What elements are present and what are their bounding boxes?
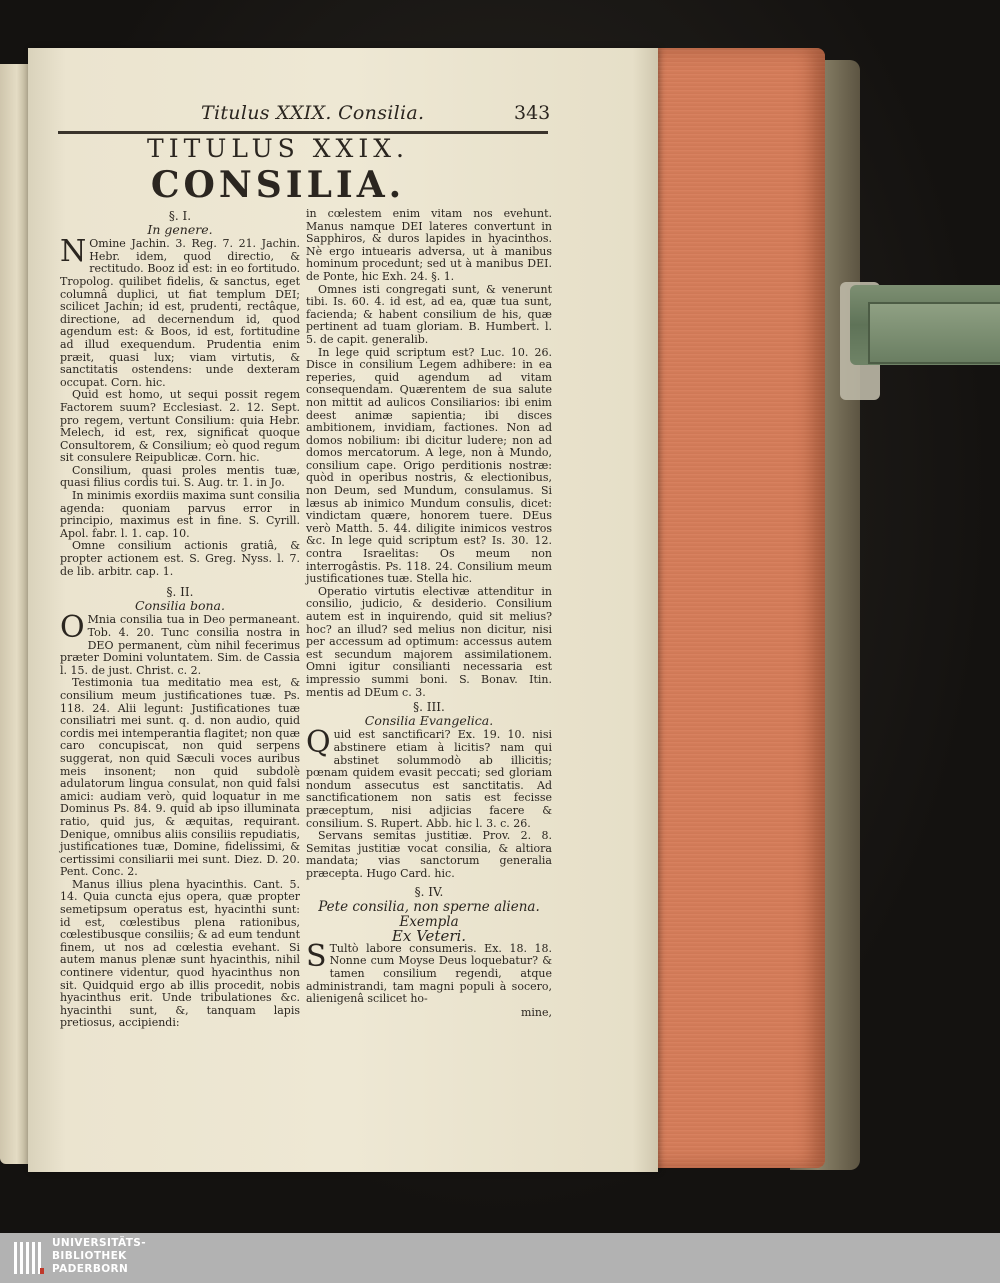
facing-page-edge — [0, 64, 28, 1164]
paragraph: Operatio virtutis electivæ attenditur in consilio, judicio, & desiderio. Consilium autem est in inquirendo, quid sit melius? hoc? an illud? sed melius non dicitur, nisi per accessum ad optimum: accessus autem est secundum majorem assimilationem. Omni igitur consilianti necessaria est impressio summi boni. S. Bonav. Itin. mentis ad DEum c. 3. — [306, 584, 552, 699]
section-subtitle: Pete consilia, non sperne aliena. — [318, 899, 540, 916]
paragraph: Servans semitas justitiæ. Prov. 2. 8. Semitas justitiæ vocat consilia, & altiora mandata; vias sanctorum generalia præcepta. Hugo Card. hic. — [306, 829, 552, 880]
page-number: 343 — [514, 102, 551, 124]
library-name — [52, 1237, 146, 1276]
paragraph-text: Omine Jachin. 3. Reg. 7. 21. Jachin. Hebr. idem, quod directio, & rectitudo. Booz id est: in eo fortitudo. Tropolog. quilibet fidelis, & sanctus, eget columnâ duplici, ut fiat templum DEI; scilicet Jachin; id est, prudenti, rectâque, directione, ad decernendum id, quod agendum est: & Boos, id est, fortitudine ad illud exequendum. Prudentia enim præit, quasi lux; viam virtutis, & sanctitatis ostendens: unde dexteram occupat. Corn. hic. — [60, 237, 300, 389]
drop-cap: S — [306, 938, 327, 974]
paragraph — [60, 610, 300, 677]
book-page — [28, 48, 658, 1172]
paragraph: Manus illius plena hyacinthis. Cant. 5. 14. Quia cuncta ejus opera, quæ propter semetipsum operatus est, hyacinthi sunt: id est, cœlestibus plena rationibus, cœlestibusque consiliis; & ad eum tendunt finem, ut nos ad cœlestia evehant. Si autem manus plenæ sunt hyacinthis, nihil continere videntur, quod hyacinthus non sit. Quidquid ergo ab illis procedit, nobis hyacinthus erit. Unde tribulationes &c. hyacinthi sunt, &, tanquam lapis pretiosus, accipiendi: — [60, 877, 300, 1030]
drop-cap: O — [60, 610, 85, 646]
library-logo-icon — [14, 1238, 44, 1278]
paragraph: In lege quid scriptum est? Luc. 10. 26. Disce in consilium Legem adhibere: in ea reperies, quid agendum ad vitam consequendam. Quærentem de sua salute non mittit ad aulicos Consiliarios: ibi enim deest animæ sapientia; ibi disces ambitionem, invidiam, factiones. Non ad domos nobilium: ibi dicitur ludere; non ad domos mercatorum. A lege, non à Mundo, consilium cape. Origo perditionis nostræ: quòd in operibus nostris, & electionibus, non Deum, sed Mundum, consulamus. Si læsus ab inimico Mundum consulis, dicet: vindictam quære, honorem tuere. DEus verò Matth. 5. 44. diligite inimicos vestros &c. In lege quid scriptum est? Is. 30. 12. contra Israelitas: Os meum non interrogâstis. Ps. 118. 24. Consilium meum justificationes tuæ. Stella hic. — [306, 345, 552, 586]
library-name-line: PADERBORN — [52, 1263, 129, 1275]
paragraph: Testimonia tua meditatio mea est, & consilium meum justificationes tuæ. Ps. 118. 24. Alii legunt: Justificationes tuæ consiliatri mei sunt. q. d. non audio, quid cordis mei intemperantia flagitet; non quæ caro concupiscat, non quid serpens suggerat, non quid Sæculi voces auribus meis insonent; non quid subdolè adulatorum lingua consulat, non quid falsi amici: audiam verò, quid loquatur in me Dominus Ps. 84. 9. quid ab ipso illuminata ratio, quid jus, & æquitas, requirant. Denique, omnibus aliis consiliis repudiatis, justificationes tuæ, Domine, fidelissimi, & certissimi consiliarii mei sunt. Diez. D. 20. Pent. Conc. 2. — [60, 676, 300, 879]
page-fore-edge — [655, 48, 825, 1168]
paragraph: In minimis exordiis maxima sunt consilia agenda: quoniam parvus error in principio, maximus est in fine. S. Cyrill. Apol. fabr. l. 1. cap. 10. — [60, 489, 300, 540]
chapter-heading: CONSILIA. — [150, 164, 406, 206]
library-footer — [0, 1233, 1000, 1283]
paragraph-text: Mnia consilia tua in Deo permaneant. Tob. 4. 20. Tunc consilia nostra in DEO permanent, cùm nihil fecerimus præter Domini voluntatem. Sim. de Cassia l. 15. de just. Christ. c. 2. — [60, 613, 300, 677]
drop-cap: Q — [306, 725, 331, 761]
drop-cap: N — [60, 234, 87, 270]
paragraph-text: uid est sanctificari? Ex. 19. 10. nisi abstinere etiam à licitis? nam qui abstinet solummodò ab illicitis; pœnam quidem evasit peccati; sed gloriam nondum assecutus est sanctitatis. Ad sanctificationem non satis est fecisse præceptum, nisi adjicias facere & consilium. S. Rupert. Abb. hic l. 3. c. 26. — [306, 728, 552, 830]
catchword: mine, — [520, 1005, 552, 1019]
paragraph — [306, 725, 552, 830]
section-subtitle: Exempla — [399, 913, 459, 930]
left-text-column — [60, 208, 300, 1030]
paragraph — [60, 234, 300, 389]
paragraph: in cœlestem enim vitam nos evehunt. Manus namque DEI lateres convertunt in Sapphiros, & duros lapides in hyacinthos. Nè ergo intuearis adversa, ut à manibus hominum procedunt; sed ut à manibus DEI. de Ponte, hic Exh. 24. §. 1. — [306, 207, 552, 283]
paragraph: Omnes isti congregati sunt, & venerunt tibi. Is. 60. 4. id est, ad ea, quæ tua sunt, facienda; & habent consilium de his, quæ pertinent ad tuam gloriam. B. Humbert. l. 5. de capit. generalib. — [306, 282, 552, 346]
chapter-title: TITULUS XXIX. — [147, 134, 409, 163]
section-subtitle: In genere. — [147, 221, 213, 237]
section-heading: §. I. — [168, 209, 192, 223]
running-head: Titulus XXIX. Consilia. — [201, 102, 425, 124]
section-subtitle: Ex Veteri. — [391, 927, 467, 946]
right-text-column — [306, 208, 552, 1019]
paragraph-text: Tultò labore consumeris. Ex. 18. 18. Nonne cum Moyse Deus loquebatur? & tamen consilium regendi, atque administrandi, tam magni populi à socero, alienigenâ scilicet ho- — [306, 941, 552, 1006]
section-heading: §. III. — [413, 700, 445, 715]
paragraph: Omne consilium actionis gratiâ, & propter actionem est. S. Greg. Nyss. l. 7. de lib. arbitr. cap. 1. — [60, 539, 300, 578]
paragraph — [306, 938, 552, 1006]
section-heading: §. II. — [166, 585, 194, 600]
library-name-line: BIBLIOTHEK — [52, 1250, 127, 1262]
section-subtitle: Consilia Evangelica. — [364, 712, 494, 728]
library-name-line: UNIVERSITÄTS- — [52, 1237, 147, 1249]
section-subtitle: Consilia bona. — [135, 597, 225, 613]
clasp-plate — [868, 302, 1000, 364]
paragraph: Quid est homo, ut sequi possit regem Factorem suum? Ecclesiast. 2. 12. Sept. pro regem, vertunt Consilium: quia Hebr. Melech, id est, rex, significat quoque Consultorem, & Consilium; eò quod regum sit consulere Reipublicæ. Corn. hic. — [60, 388, 300, 465]
paragraph: Consilium, quasi proles mentis tuæ, quasi filius cordis tui. S. Aug. tr. 1. in Jo. — [60, 463, 300, 490]
section-heading: §. IV. — [414, 885, 444, 900]
